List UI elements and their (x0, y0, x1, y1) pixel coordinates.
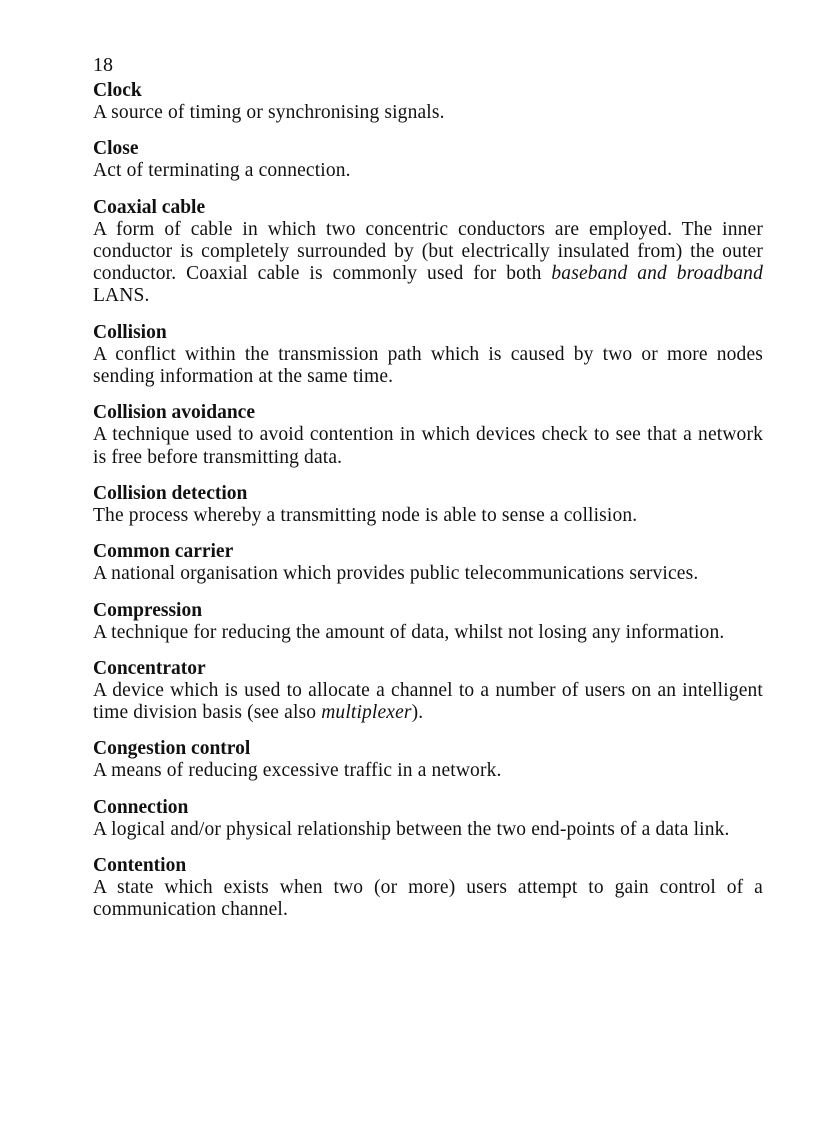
term-definition: A state which exists when two (or more) users attempt to gain control of a communication channel. (93, 877, 763, 921)
glossary-entry-collision-avoidance (93, 402, 763, 469)
glossary-entry-connection (93, 797, 763, 841)
glossary-entry-clock (93, 80, 763, 124)
glossary-page (93, 52, 763, 936)
term-definition: The process whereby a transmitting node is able to sense a collision. (93, 504, 638, 526)
term-definition: A device which is used to allocate a channel to a number of users on an intelligent time division basis (see also multiplexer). (93, 679, 763, 724)
term-definition: A conflict within the transmission path which is caused by two or more nodes sending information at the same time. (93, 343, 763, 388)
glossary-entry-common-carrier (93, 541, 763, 585)
term-heading: Coaxial cable (93, 196, 206, 218)
glossary-entry-collision-detection (93, 483, 763, 527)
term-heading: Compression (93, 599, 203, 621)
term-definition: A national organisation which provides public telecommunications services. (93, 563, 699, 585)
term-definition: A form of cable in which two concentric conductors are employed. The inner conductor is completely surrounded by (but electrically insulated from) the outer conductor. Coaxial cable is commonly used for both baseband and broadband LANS. (93, 218, 763, 307)
glossary-entry-congestion-control (93, 738, 763, 782)
glossary-entry-collision (93, 322, 763, 389)
term-heading: Collision detection (93, 482, 248, 504)
term-heading: Collision avoidance (93, 402, 255, 424)
cross-reference: baseband and broadband (551, 263, 763, 285)
term-heading: Clock (93, 80, 142, 101)
term-definition: A source of timing or synchronising signals. (93, 102, 445, 123)
glossary-entry-compression (93, 600, 763, 644)
glossary-entry-close (93, 138, 763, 182)
term-definition: A technique for reducing the amount of data, whilst not losing any information. (93, 621, 725, 643)
glossary-entry-contention (93, 855, 763, 922)
term-heading: Connection (93, 796, 189, 818)
term-heading: Common carrier (93, 541, 234, 563)
term-heading: Congestion control (93, 738, 251, 760)
term-definition: A logical and/or physical relationship between the two end-points of a data link. (93, 818, 730, 840)
glossary-entry-concentrator (93, 658, 763, 725)
term-heading: Close (93, 138, 139, 160)
term-definition: A technique used to avoid contention in which devices check to see that a network is free before transmitting data. (93, 424, 763, 468)
glossary-entry-coaxial-cable (93, 197, 763, 308)
term-heading: Collision (93, 321, 167, 343)
term-definition: A means of reducing excessive traffic in a network. (93, 760, 502, 782)
cross-reference: multiplexer (321, 702, 412, 724)
term-heading: Contention (93, 855, 187, 877)
page-number: 18 (93, 54, 113, 76)
term-heading: Concentrator (93, 657, 206, 679)
term-definition: Act of terminating a connection. (93, 160, 351, 182)
